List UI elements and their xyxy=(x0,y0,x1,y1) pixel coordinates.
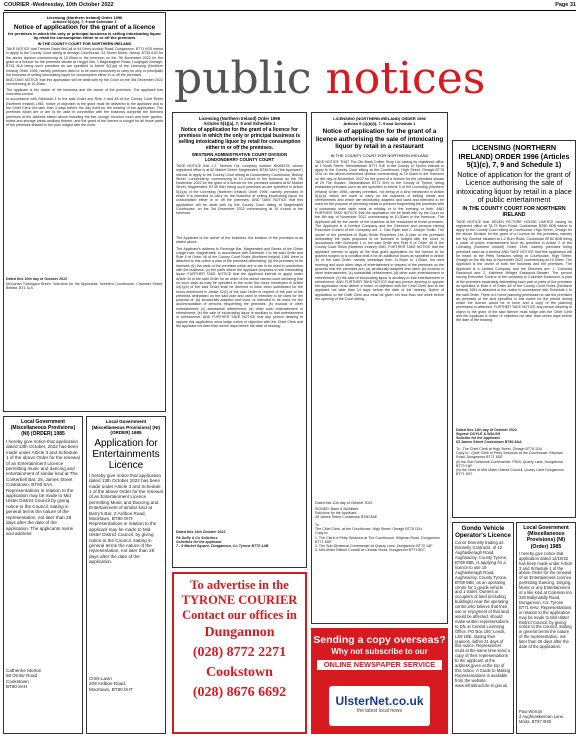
ad-phone-dungannon: (028) 8772 2271 xyxy=(192,645,287,660)
notice-body: TAKE NOTICE that SEVEN PICTURE HOUSE LIMITED having its registered office at 78-79 Burn Road, Cookstown BT80 8DB intend to apply to the County Court sitting at Courthouse, High Street, Omagh for the above Division for the grant of a Licence for the premises, namely the 'My Cinema' situated at 1-2 Burn Road, Cookstown BT80 8DB being a place of public entertainment such as specified in Article 2 of the Licensing (Northern Ireland) Order 1996, namely premises being premises used as a cinema AND TAKE NOTICE that this application will be heard at the Petty Sessions sitting at Courthouse, High Street, Omagh on the 8th day of November 2022 commencing at 10.30am. The Applicant is the owner of both the business and the premises. The Applicant is a Limited Company and the Directors are: 1. Columba Eastwood and 2. Kathleen Bridget Eastwood-Stewart. The person having Executive Control of the company is Columba Eastwood. A plan of the premises separately delineating each part or parts of the premises as specified in Rule 6 of Order 48 of the County Court Rules (Northern Ireland) 1981 is attached to the notice in accordance with Schedule 1 to the said Order. There is in force planning permission to use the premises as premises of the kind specified in this notice for the period during which the licence would be in force and a copy of the planning permission is attached. FURTHER TAKE NOTICE any person desiring to object to the grant of the said licence must lodge with the Chief Clerk and the Applicant a notice of objection not later than seven days before the date of the hearing. xyxy=(456,219,572,323)
notice-liquor-licence-1 xyxy=(3,12,166,412)
notice-subtitle: for premises in which the only or principal business is selling intoxicating liquor by retail for consumption either in or off the premises xyxy=(8,30,161,41)
notice-heading-1: LICENSING (NORTHERN IRELAND) ORDER 1996 xyxy=(333,116,426,121)
notice-court: WESTERN ADMINISTRATIVE COURT DIVISION LONDONDERRY COUNTY COURT xyxy=(191,152,288,162)
notice-entertainment-licence xyxy=(452,140,576,518)
ad-line-4: Dungannon xyxy=(204,625,275,640)
notice-signature: PA Duffy & Co Solicitors Solicitors for the applicant 7 - 9 Market Square, Dungannon, Co Tyrone BT70 1AB xyxy=(176,535,269,549)
notice-body: TAKE NOTICE that Trehorn David McCall of 44 Derry-scollop Road, Dungannon, BT71 6SS intend to apply to the County Court sitting at Armagh Courthouse, 33 Seven Street, Newry, BT35 6JD for the above division commencing at 10.00am in the forenoon on the 7th November 2022 for the grant of a licence for the premises situate at Hegg's Bar, 1 Bagnalagher Road, Loughgall, Armagh, BT61 8LA being such premises as are specified in Article 5(1)(a) of the Licensing (Northern Ireland) Order 1996, namely premises used or to be used exclusively to carry on only or principally the business of selling intoxicating liquor for consumption either in or off the premises. xyxy=(6,47,163,77)
ad-line-2: Why not subscribe to our xyxy=(331,647,428,656)
ulsternet-logo-panel xyxy=(329,686,430,726)
header-right: Page 31 xyxy=(555,2,576,8)
notice-heading: LICENSING (NORTHERN IRELAND) ORDER 1996 (Articles 5(1)(c), 7, 9 and Schedule 1) xyxy=(458,143,570,169)
notice-body: I hereby give notice that application dated 13th October, 2022 has been made under Article 3 and Schedule 1 of the above Order for the renewal of an Entertainment Licence permitting music and dancing and entertainment of similar kind at The Corkerbell Bar, 25, James Street Cookstown, BT80 8AA. Representations in relation to the application may be made to Mid Ulster District Council by giving notice to the Council, stating in general terms the nature of the representation, not later than 28 days after the date of the application. The applicants name and address: xyxy=(6,439,80,536)
notice-signature: Chris Lavin 209 Ardboe Road, Moortown, BT80 0HT xyxy=(89,675,133,692)
notice-body-4: In accordance with Schedule 1 to the said Order and Rule 4 and 4A of the County Court Rules (Northern Ireland) 1981, notice of objection to the grant must be delivered to the applicant and to the Chief Clerk not later than 3 days before the day fixed for the hearing of the application. The premises which are or are to be used in connection with the business comprise the licensed premises at the address stated above including the bar, lounge, function room and beer garden, toilets and storage areas ancillary thereto, and the grant of the licence is sought for all those parts of the premises shaded in the plan lodged with the court. xyxy=(6,97,163,128)
notice-body-2: AND TAKE NOTICE that this application will be dealt with by the Court on the 3rd December 2022 commencing at 10.30am. xyxy=(6,78,163,87)
ulsternet-url: UlsterNet.co.uk xyxy=(335,694,424,708)
notice-misc-provisions xyxy=(516,522,576,734)
notice-body: TAKE NOTICE THAT The Old Bank Coffee Shop Ltd having its registered office at 1 North Street, Stewartstown BT71 5JE in the County of Tyrone intends to apply to the County Court sitting at the Courthouse, High Street, Omagh BT78 1DU on the above-mentioned division commencing at 10.00am in the forenoon on 8th day of November 2022 for the grant of a licence for the premises situate at 25 The Square, Stewartstown BT71 5HX in the County of Tyrone, being restaurant premises such as are specified in Article 5 of the Licensing (Northern Ireland) Order 1996, namely premises, not being of a kind mentioned in Article 5(1)(a), which are used to carry on the business of selling meals and refreshments and which are structurally adapted and used and intended to be used for the purpose of providing meals to persons frequenting the premises with a customary main table meal at midday or in the evening or both. AND FURTHER TAKE NOTICE that the application will be dealt with by the Court on the 8th day of November 2022 commencing at 10.30am in the forenoon. The Applicant will be the owner of the business at the restaurant at those premises. The Applicant is a Limited Company and the Directors and persons having Executive Control of the Company are: 1. Dan Ryan and 2. Joseph Smith. The owner of the premises is Ryan Smith Properties Ltd. A plan of the premises delineating the parts proposed to be licensed is lodged with the court. In accordance with Schedule 1 to the said Order and Rule 5 of Order 48 of the County Court Rules (Northern Ireland) 1981. FURTHER TAKE NOTICE that the applicant intends to apply at the final grant application for the licence to be granted subject to a condition that it be an additional hours as specified in Article 44 of the said Order, namely weekdays from 11.00pm to 1.00am, the next morning and such other days of entertainment in respect of the premises on the grounds that the premises are: (a) structurally adapted and used; (b) musical or other entertainment; (c) substantial refreshment; (d) other such entertainment or refreshment; (e) the sale of intoxicating liquor is ancillary to that entertainment or refreshment. AND FURTHER TAKE NOTICE that any person desiring to oppose the application must deliver a notice of objection with the Chief Clerk and to the applicant not later than 14 days before the date of the hearing. Notice of application to the Chief Clerk and must be given not less than one week before the opening of the Court sitting. xyxy=(315,159,444,301)
notice-signed: Signed: DOYLE & WALSH Solicitor for the Applicant 63 James Street Cookstown BT80 8AA xyxy=(456,431,522,445)
ad-line-1: To advertise in the xyxy=(190,578,289,592)
notice-court: IN THE COUNTY COURT FOR NORTHERN IRELAND xyxy=(462,205,566,218)
notice-heading-2: Articles 5(1)(a), 7, 9 and Schedule 1 xyxy=(52,20,117,24)
notice-body: I hereby give notice that application dated 13th October 2022 has been made under Article 3 and Schedule 1 of the above Order for the renewal of an Entertainment Licence permitting Music and Dancing and Entertainment of similar kind at Barry's Bar, 2 Ardboe Road, Moortown, BT80 0HT. Representations in relation to the applicant may be made to Mid Ulster District Council, by giving notice to the Council, stating in general terms the nature of the representation, not later than 28 days after the date of the application. xyxy=(89,472,163,565)
notice-entertainment-1 xyxy=(3,416,83,734)
ad-line-1: Sending a copy overseas? xyxy=(313,634,446,646)
notice-liquor-licence-2 xyxy=(172,112,307,568)
notice-body: I hereby give notice that application dated 12/10/22 has been made under Article 3 and Schedule 1 of the above Order for the renewal of an Entertainment Licence permitting Dancing, Singing, Music or any Entertainment of a like kind at Coleman Inn, 220 Ballynakilly Road, Dungannon, Co. Tyrone BT71 6HU. Representations in relation to the application may be made to Mid Ulster District Council, by giving notice to the Council, stating in general terms the nature of the representation, not later than 28 days after the date of the application. xyxy=(519,551,573,650)
notice-title: Notice of application for the grant of a licence authorising the sale of intoxicating liquor by retail in a restaurant xyxy=(315,128,444,150)
ad-phone-cookstown: (028) 8676 6692 xyxy=(192,685,287,700)
notice-restaurant-licence xyxy=(311,112,448,624)
notice-body: TAKE NOTICE that J.J. Taverns Ltd, company number NI065378, whose registered office is at 62 Market Street, Magherafelt, BT45 5AH ("the Applicant") intends to apply to the County Court sitting at Londonderry Courthouse, Bishop Street, Londonderry, commencing at 10 o'clock in the forenoon on the 7th November 2022 for the grant of a licence for the premises situated at 62 Market Street, Magherafelt, BT45 5AH being such premises as are specified in Article 5(1)(a) of the Licensing (Northern Ireland) Order 1996, namely premises in which it is intended to carry on the business of selling intoxicating liquor for consumption either in or off the premises. AND TAKE NOTICE that this application will be dealt with by the County Court sitting at Magherafelt Courthouse, on the 3rd December 2022 commencing at 10 o'clock in the forenoon. xyxy=(176,164,303,216)
notice-signed: SIGNED: Bann & McAlister Solicitors for the Applicant 45 James Street Cookstown BT80 8AE xyxy=(315,506,378,520)
notice-body-2: The Applicant is the owner of the business, the location of the premises is as stated above. xyxy=(176,236,303,245)
notice-title: Notice of application for the grant of a licence xyxy=(13,24,156,31)
notice-body-3: The Applicant's address is Flemings Bar, Magherafelt and Banks of the Glebe Lodge road, Magherafelt. In accordance with Schedule 1 to the said Order and Rule 4 of Order 48 of the County Court Rules (Northern Ireland) 1981 there is attached to this notice a plan of the premises delineating: (a) the premises to be licensed; (b) the parts of the premises which are or are to be used in connection with the business; (c) the parts where the applicant proposes to sell intoxicating liquor. FURTHER TAKE NOTICE that the Applicant intends to apply under Article 44 of the said Order for an order of the above named court declaring that on such days as may be specified in the order the hours mentioned in Article 44(1)(b) of the said Order shall be deemed to have been substituted for the hours mentioned in Article 42(1) of the said Order in respect of the part of the premises delineated on the said plan and used or intended to be used for the purpose of: (a) structurally adapted and used, or intended to be used, for the accommodation of persons frequenting the premises; (b) musical or other entertainment; (c) substantial refreshment; (d) other such entertainment or refreshment; (e) the sale of intoxicating liquor is ancillary to that entertainment or refreshment. AND FURTHER TAKE NOTICE that any person desiring to oppose this application must lodge notice of objection with the Chief Clerk and the applicant not later than seven days before the date of hearing. xyxy=(176,246,303,328)
ad-line-3: ONLINE NEWSPAPER SERVICE xyxy=(317,660,442,670)
notice-vehicle-operator xyxy=(452,522,514,734)
notice-dated: Dated this 10th day of October 2022 xyxy=(6,277,68,282)
notice-dated: Dated this 11th day of October 2022 xyxy=(456,427,517,432)
notice-body: Conor Donnelly trading as Donnelly Contracts, of 10 Aughaskeragh Road, Aughnacloy, County Tyrone, BT69 6BE, is applying for a licence to use 18 Aughaskeragh Road, Aughnacloy, County Tyrone, BT69 6BE, as an operating centre for 1 goods vehicle and 1 trailer. Owners or occupiers of land (including buildings) near the operating centre who believe that their use or enjoyment of that land would be affected, should make written representations to DfL at Central Licensing Office, PO Box 180, Leeds, LS9 1BE, stating their reasons, within 21 days of this notice. Representors must at the same time send a copy of their representations to the applicant at the address given at the top of this notice. A Guide to Making Representations is available from the website: www.infrastructure-ni.gov.uk xyxy=(455,541,511,688)
notice-heading-2: Articles 5(1)(a), 7, 9 and Schedule 1 xyxy=(203,121,276,126)
notice-title: Local Government (Miscellaneous Provisions) (NI) (ORDER) 1985 xyxy=(10,419,76,437)
page-header xyxy=(4,2,576,11)
notice-body-3: The applicant is the owner of the business and the owner of the premises. The applicant has executive control. xyxy=(6,87,163,97)
masthead-notices: notices xyxy=(325,53,486,104)
notice-dated: Dated this 14th October 2022 xyxy=(176,529,226,534)
notice-title: Gondo Vehicle Operator's Licence xyxy=(455,525,511,540)
advert-tyrone-courier xyxy=(172,572,307,734)
ad-line-6: Cookstown xyxy=(206,665,273,680)
masthead xyxy=(174,53,486,105)
notice-court: IN THE COUNTY COURT FOR NORTHERN IRELAND xyxy=(330,152,429,158)
ad-line-2: TYRONE COURIER xyxy=(181,593,298,607)
notice-heading-2: Articles 5 (1)(b)(i), 7, 9 and Schedule 1 xyxy=(343,121,416,126)
notice-solicitor: McCartan Turkington Breen, Solicitors for the Applicants, Northern Courthouse, Chamber Street, Belfast, BT1 4LS xyxy=(6,281,163,290)
notice-court: IN THE COUNTY COURT FOR NORTHERN IRELAND xyxy=(37,42,132,47)
notice-title: Local Government (Miscellaneous Provisions) (NI) (Order) 1985 xyxy=(523,525,569,550)
notice-dated: Dated this 11th day of October 2022 xyxy=(315,500,373,505)
notice-heading-1: Licensing (Northern Ireland) Order 1996 xyxy=(198,116,281,121)
masthead-public: public xyxy=(174,53,312,104)
ulsternet-subline: the latest local news xyxy=(356,708,403,714)
notice-signature: Paul Worrall 2 Aughnaskeenan Lane, Moira, BT67 0HB xyxy=(519,709,565,724)
notice-title: Notice of application for the grant of a licence for premises in which the only or principal business is selling intoxicating liquor by retail for consumption either in or off the premises. xyxy=(178,127,301,151)
notice-entertainment-2 xyxy=(86,416,166,734)
notice-to: To : The Chief Clerk at High Street, Omagh BT78 1DU Copy to : (i)the Clerk of Petty Sessions at the Courthouse, Killyman Road, Dungannon BT71 6DE (ii) the Sub Divisional Commander, PSNI, Quarry Lane, Dungannon BT70 1AF (iii) the Clerk of Mid Ulster District Council, Quarry Lane Dungannon BT71 6DT xyxy=(456,446,564,477)
notice-title: Notice of application for the grant of Licence authorising the sale of intoxicating liquor by retail in a place of public entertainment xyxy=(456,169,572,204)
notice-headline: Application for Entertainments Licence xyxy=(92,437,160,471)
notice-heading-1: Licensing (Northern Ireland) Order 1996 xyxy=(46,15,123,20)
header-left: COURIER -Wednesday, 10th October 2022 xyxy=(4,2,114,8)
notice-to: To The Chief Clerk, at the Courthouse, High Street, Omagh BT78 1DU Copy to: 1. The Clerk of Petty Sessions at The Courthouse, Killyman Road, Dungannon BT71 6DE 2. The Sub-Divisional Commander at Quarry Lane, Dungannon BT70 1AF 3. Mid Ulster District Council at Circular Road, Dungannon BT71 6DT xyxy=(315,522,440,553)
advert-ulsternet xyxy=(311,628,448,734)
notice-signature: Catherine Morton 68 Omlor Road Cookstown BT80 8AH xyxy=(6,668,42,690)
ad-line-3: Contact our offices in xyxy=(182,608,297,622)
notice-title: Local Government (Miscellaneous Provisions) (NI) (ORDER) 1985 xyxy=(91,419,161,436)
